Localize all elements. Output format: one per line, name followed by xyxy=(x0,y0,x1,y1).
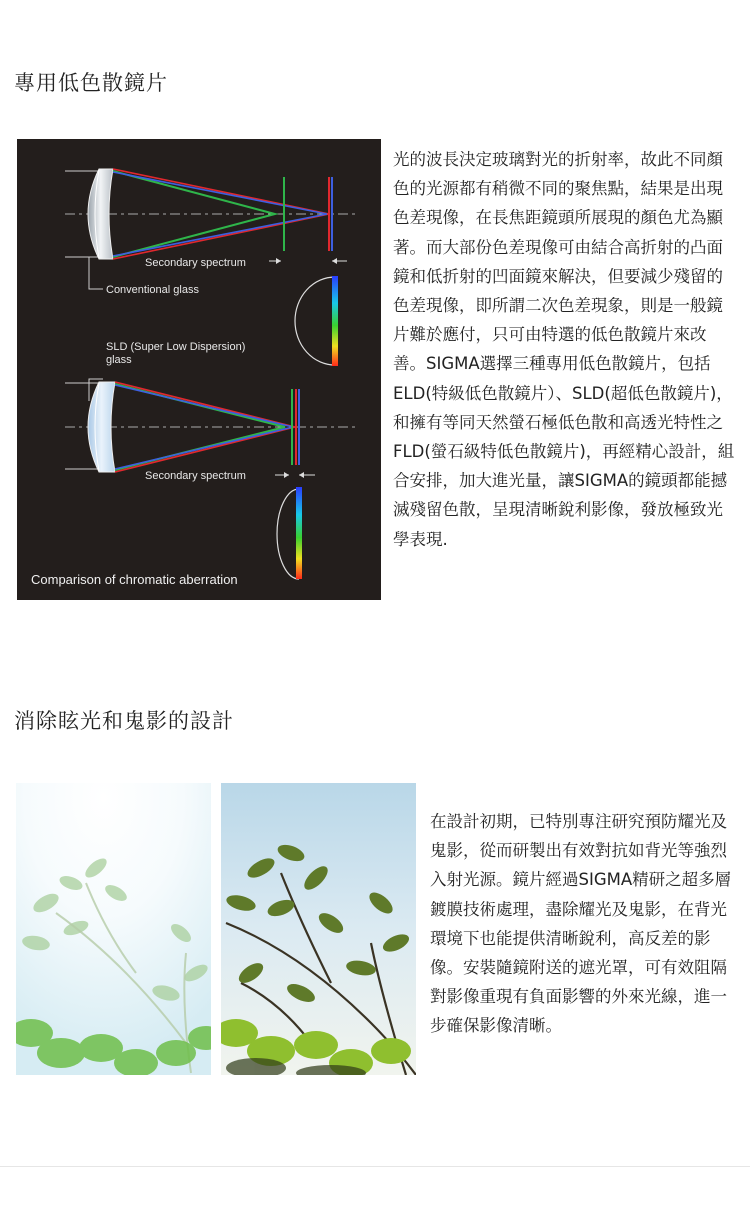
bottom-divider xyxy=(0,1166,750,1167)
secondary-spectrum-label-2: Secondary spectrum xyxy=(145,470,246,482)
diagram-caption: Comparison of chromatic aberration xyxy=(31,572,238,587)
sld-glass-label-line2: glass xyxy=(106,354,132,366)
sld-glass-label-line1: SLD (Super Low Dispersion) xyxy=(106,341,246,353)
low-dispersion-description: 光的波長決定玻璃對光的折射率，故此不同顏色的光源都有稍微不同的聚焦點，結果是出現色差現像，在長焦距鏡頭所展現的顏色尤為顯著。而大部份色差現像可由結合高折射的凸面鏡和低折射的凹面鏡來解決，但要減少殘留的色差現像，即所謂二次色差現象，則是一般鏡片難於應付，只可由特選的低色散鏡片來改善。SIGMA選擇三種專用低色散鏡片，包括ELD(特級低色散鏡片）、SLD(超低色散鏡片)，和擁有等同天然螢石極低色散和高透光特性之FLD(螢石級特低色散鏡片)，再經精心設計，組合安排，加大進光量，讓SIGMA的鏡頭都能撼滅殘留色散，呈現清晰銳利影像，發放極致光學表現. xyxy=(393,150,735,549)
section-title-low-dispersion: 專用低色散鏡片 xyxy=(14,71,168,95)
lens-sld-icon xyxy=(88,382,115,472)
flare-ghost-description: 在設計初期，已特別專注研究預防耀光及鬼影，從而研製出有效對抗如背光等強烈入射光源。鏡片經過SIGMA精研之超多層鍍膜技術處理，盡除耀光及鬼影，在背光環境下也能提供清晰銳利，高反差的影像。安裝隨鏡附送的遮光罩，可有效阻隔對影像重現有負面影響的外來光線，進一步確保影像清晰。 xyxy=(430,812,732,1036)
section-title-flare-ghost: 消除眩光和鬼影的設計 xyxy=(14,709,234,733)
lens-conventional-icon xyxy=(88,169,113,259)
spectrum-bar-sld xyxy=(296,487,302,579)
chromatic-aberration-diagram xyxy=(17,139,381,600)
secondary-spectrum-label-1: Secondary spectrum xyxy=(145,257,246,269)
flare-photo-after xyxy=(221,783,416,1075)
flare-photo-before xyxy=(16,783,211,1075)
conventional-glass-label: Conventional glass xyxy=(106,284,199,296)
spectrum-bar-conventional xyxy=(332,276,338,366)
